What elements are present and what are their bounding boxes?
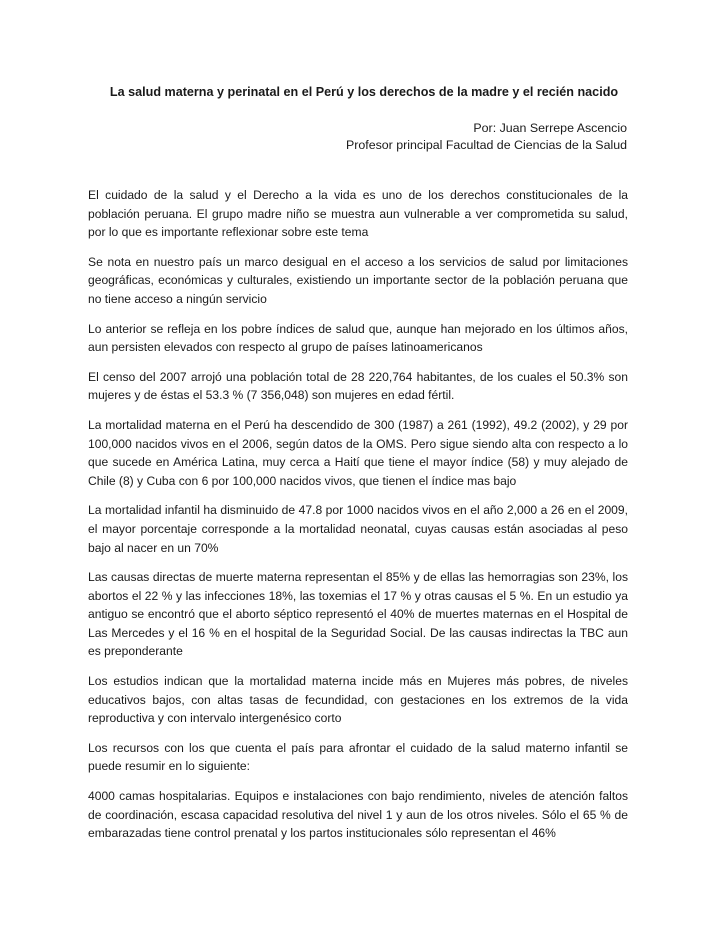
author-line: Por: Juan Serrepe Ascencio xyxy=(473,121,627,135)
document-body xyxy=(88,186,628,854)
paragraph: La mortalidad infantil ha disminuido de 47.8 por 1000 nacidos vivos en el año 2,000 a 26 en el 2009, el mayor porcentaje corresponde a la mortalidad neonatal, cuyas causas están asociadas al peso bajo al nacer en un 70% xyxy=(88,503,628,555)
paragraph: Se nota en nuestro país un marco desigual en el acceso a los servicios de salud por limitaciones geográficas, económicas y culturales, existiendo un importante sector de la población peruana que no tiene acceso a ningún servicio xyxy=(88,254,628,306)
paragraph: La mortalidad materna en el Perú ha descendido de 300 (1987) a 261 (1992), 49.2 (2002), y 29 por 100,000 nacidos vivos en el 2006, según datos de la OMS. Pero sigue siendo alta con respecto a lo que sucede en América Latina, muy cerca a Haití que tiene el mayor índice (58) y muy alejado de Chile (8) y Cuba con 6 por 100,000 nacidos vivos, que tienen el índice mas bajo xyxy=(88,417,628,488)
paragraph: Lo anterior se refleja en los pobre índices de salud que, aunque han mejorado en los últimos años, aun persisten elevados con respecto al grupo de países latinoamericanos xyxy=(88,321,628,355)
paragraph: Los estudios indican que la mortalidad materna incide más en Mujeres más pobres, de niveles educativos bajos, con altas tasas de fecundidad, con gestaciones en los extremos de la vida reproductiva y con intervalo intergenésico corto xyxy=(88,674,628,726)
paragraph: Los recursos con los que cuenta el país para afrontar el cuidado de la salud materno infantil se puede resumir en lo siguiente: xyxy=(88,740,628,774)
paragraph: El cuidado de la salud y el Derecho a la vida es uno de los derechos constitucionales de la población peruana. El grupo madre niño se muestra aun vulnerable a ver comprometida su salud, por lo que es importante reflexionar sobre este tema xyxy=(88,188,628,240)
document-title: La salud materna y perinatal en el Perú y los derechos de la madre y el recién nacido xyxy=(109,85,619,99)
author-position: Profesor principal Facultad de Ciencias de la Salud xyxy=(345,138,627,152)
paragraph: Las causas directas de muerte materna representan el 85% y de ellas las hemorragias son 23%, los abortos el 22 % y las infecciones 18%, las toxemias el 17 % y otras causas el 5 %. En un estudio ya antiguo se encontró que el aborto séptico representó el 40% de muertes maternas en el Hospital de Las Mercedes y el 16 % en el hospital de la Seguridad Social. De las causas indirectas la TBC aun es preponderante xyxy=(88,570,628,659)
paragraph: 4000 camas hospitalarias. Equipos e instalaciones con bajo rendimiento, niveles de atención faltos de coordinación, escasa capacidad resolutiva del nivel 1 y aun de los otros niveles. Sólo el 65 % de embarazadas tiene control prenatal y los partos institucionales sólo representan el 46% xyxy=(88,789,628,841)
paragraph: El censo del 2007 arrojó una población total de 28 220,764 habitantes, de los cuales el 50.3% son mujeres y de éstas el 53.3 % (7 356,048) son mujeres en edad fértil. xyxy=(88,369,628,403)
